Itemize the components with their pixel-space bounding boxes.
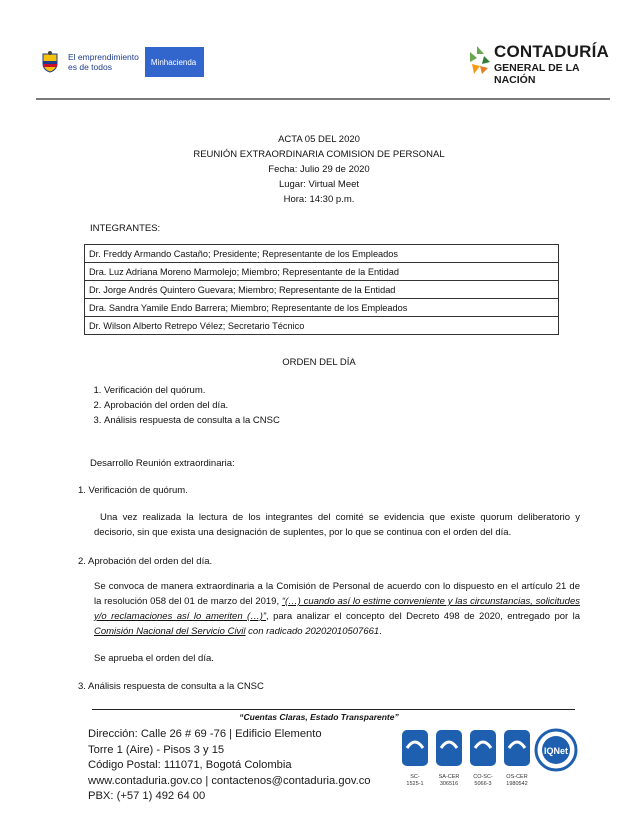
section2-radicado: con radicado 20202010507661 xyxy=(245,626,380,637)
meeting-time: Hora: 14:30 p.m. xyxy=(283,194,355,205)
table-row xyxy=(85,317,559,335)
address-line: Dirección: Calle 26 # 69 -76 | Edificio Elemento xyxy=(88,728,322,740)
svg-text:IQNet: IQNet xyxy=(543,746,569,756)
meeting-title: REUNIÓN EXTRAORDINARIA COMISION DE PERSONAL xyxy=(193,149,445,160)
svg-text:5066-3: 5066-3 xyxy=(474,781,492,787)
desarrollo-label: Desarrollo Reunión extraordinaria: xyxy=(90,458,235,469)
colombia-shield-icon xyxy=(36,47,64,77)
section2-intro: Se convoca de manera extraordinaria a la Comisión de Personal de acuerdo con lo dispuesto en el artículo 21 de la resolución 058 del 01 de marzo del 2019, xyxy=(94,581,580,607)
member-cell: Dra. Luz Adriana Moreno Marmolejo; Miembro; Representante de la Entidad xyxy=(85,263,559,281)
member-cell: Dra. Sandra Yamile Endo Barrera; Miembro; Representante de los Empleados xyxy=(85,299,559,317)
svg-text:1525-1: 1525-1 xyxy=(406,781,424,787)
svg-text:1980542: 1980542 xyxy=(506,781,528,787)
agenda-list xyxy=(86,383,486,428)
gov-logo-line2: es de todos xyxy=(68,62,112,72)
address-line: PBX: (+57 1) 492 64 00 xyxy=(88,790,206,802)
header-divider xyxy=(36,98,610,100)
gov-logo-line1: El emprendimiento xyxy=(68,52,139,62)
section2-paragraph xyxy=(94,579,580,639)
svg-text:SA-CER: SA-CER xyxy=(438,774,460,780)
footer-divider xyxy=(92,709,575,710)
section2-approved: Se aprueba el orden del día. xyxy=(94,653,214,664)
address-line: www.contaduria.gov.co | contactenos@contaduria.gov.co xyxy=(88,774,371,787)
iqnet-badge xyxy=(536,730,576,770)
svg-text:OS-CER: OS-CER xyxy=(506,774,528,780)
table-row xyxy=(85,281,559,299)
list-item: 3. Análisis respuesta de consulta a la CNSC xyxy=(104,413,486,428)
section2-end: . xyxy=(379,626,382,637)
acta-number: ACTA 05 DEL 2020 xyxy=(278,134,360,145)
ministry-label: Minhacienda xyxy=(145,47,204,77)
gov-logo xyxy=(36,47,204,77)
svg-text:SC-: SC- xyxy=(410,774,420,780)
section2-entity: Comisión Nacional del Servicio Civil xyxy=(94,626,246,637)
integrantes-label: INTEGRANTES: xyxy=(90,223,161,234)
member-cell: Dr. Wilson Alberto Retrepo Vélez; Secretario Técnico xyxy=(85,317,559,335)
meeting-place: Lugar: Virtual Meet xyxy=(278,179,360,190)
address-line: Código Postal: 111071, Bogotá Colombia xyxy=(88,759,292,771)
section3-heading: 3. Análisis respuesta de consulta a la CNSC xyxy=(78,681,264,692)
cgn-logo xyxy=(462,42,612,86)
cgn-emblem-icon xyxy=(462,44,492,76)
section2-quote: “(…) cuando así lo estime conveniente y las circunstancias, solicitudes y/o reclamaciones así lo ameriten (…)” xyxy=(94,596,580,622)
footer-address xyxy=(88,727,371,805)
section2-mid: , para analizar el concepto del Decreto 498 de 2020, entregado por la xyxy=(266,611,580,622)
member-cell: Dr. Freddy Armando Castaño; Presidente; Representante de los Empleados xyxy=(85,245,559,263)
list-item: 2. Aprobación del orden del día. xyxy=(104,398,486,413)
svg-text:306516: 306516 xyxy=(439,781,459,787)
cgn-name-line2: GENERAL DE LA NACIÓN xyxy=(494,62,580,86)
cgn-name-line1: CONTADURÍA xyxy=(494,42,610,61)
certification-logos xyxy=(402,728,578,794)
orden-title: ORDEN DEL DÍA xyxy=(282,357,356,368)
meeting-date: Fecha: Julio 29 de 2020 xyxy=(268,164,370,175)
icontec-cert-icon xyxy=(402,728,578,794)
table-row xyxy=(85,245,559,263)
footer-slogan: “Cuentas Claras, Estado Transparente” xyxy=(239,712,399,722)
section2-heading: 2. Aprobación del orden del día. xyxy=(78,556,213,567)
list-item: 1. Verificación del quórum. xyxy=(104,383,486,398)
section1-heading: 1. Verificación de quórum. xyxy=(78,485,188,496)
members-table xyxy=(84,244,559,335)
table-row xyxy=(85,299,559,317)
address-line: Torre 1 (Aire) - Pisos 3 y 15 xyxy=(88,743,225,756)
table-row xyxy=(85,263,559,281)
svg-text:CO-SC-: CO-SC- xyxy=(473,774,493,780)
section1-paragraph: Una vez realizada la lectura de los integrantes del comité se evidencia que existe quorum deliberatorio y decisorio, sin que exista una designación de suplentes, por lo que se continua con el orden del día. xyxy=(94,512,580,538)
member-cell: Dr. Jorge Andrés Quintero Guevara; Miembro; Representante de la Entidad xyxy=(85,281,559,299)
gov-logo-text xyxy=(64,47,145,77)
